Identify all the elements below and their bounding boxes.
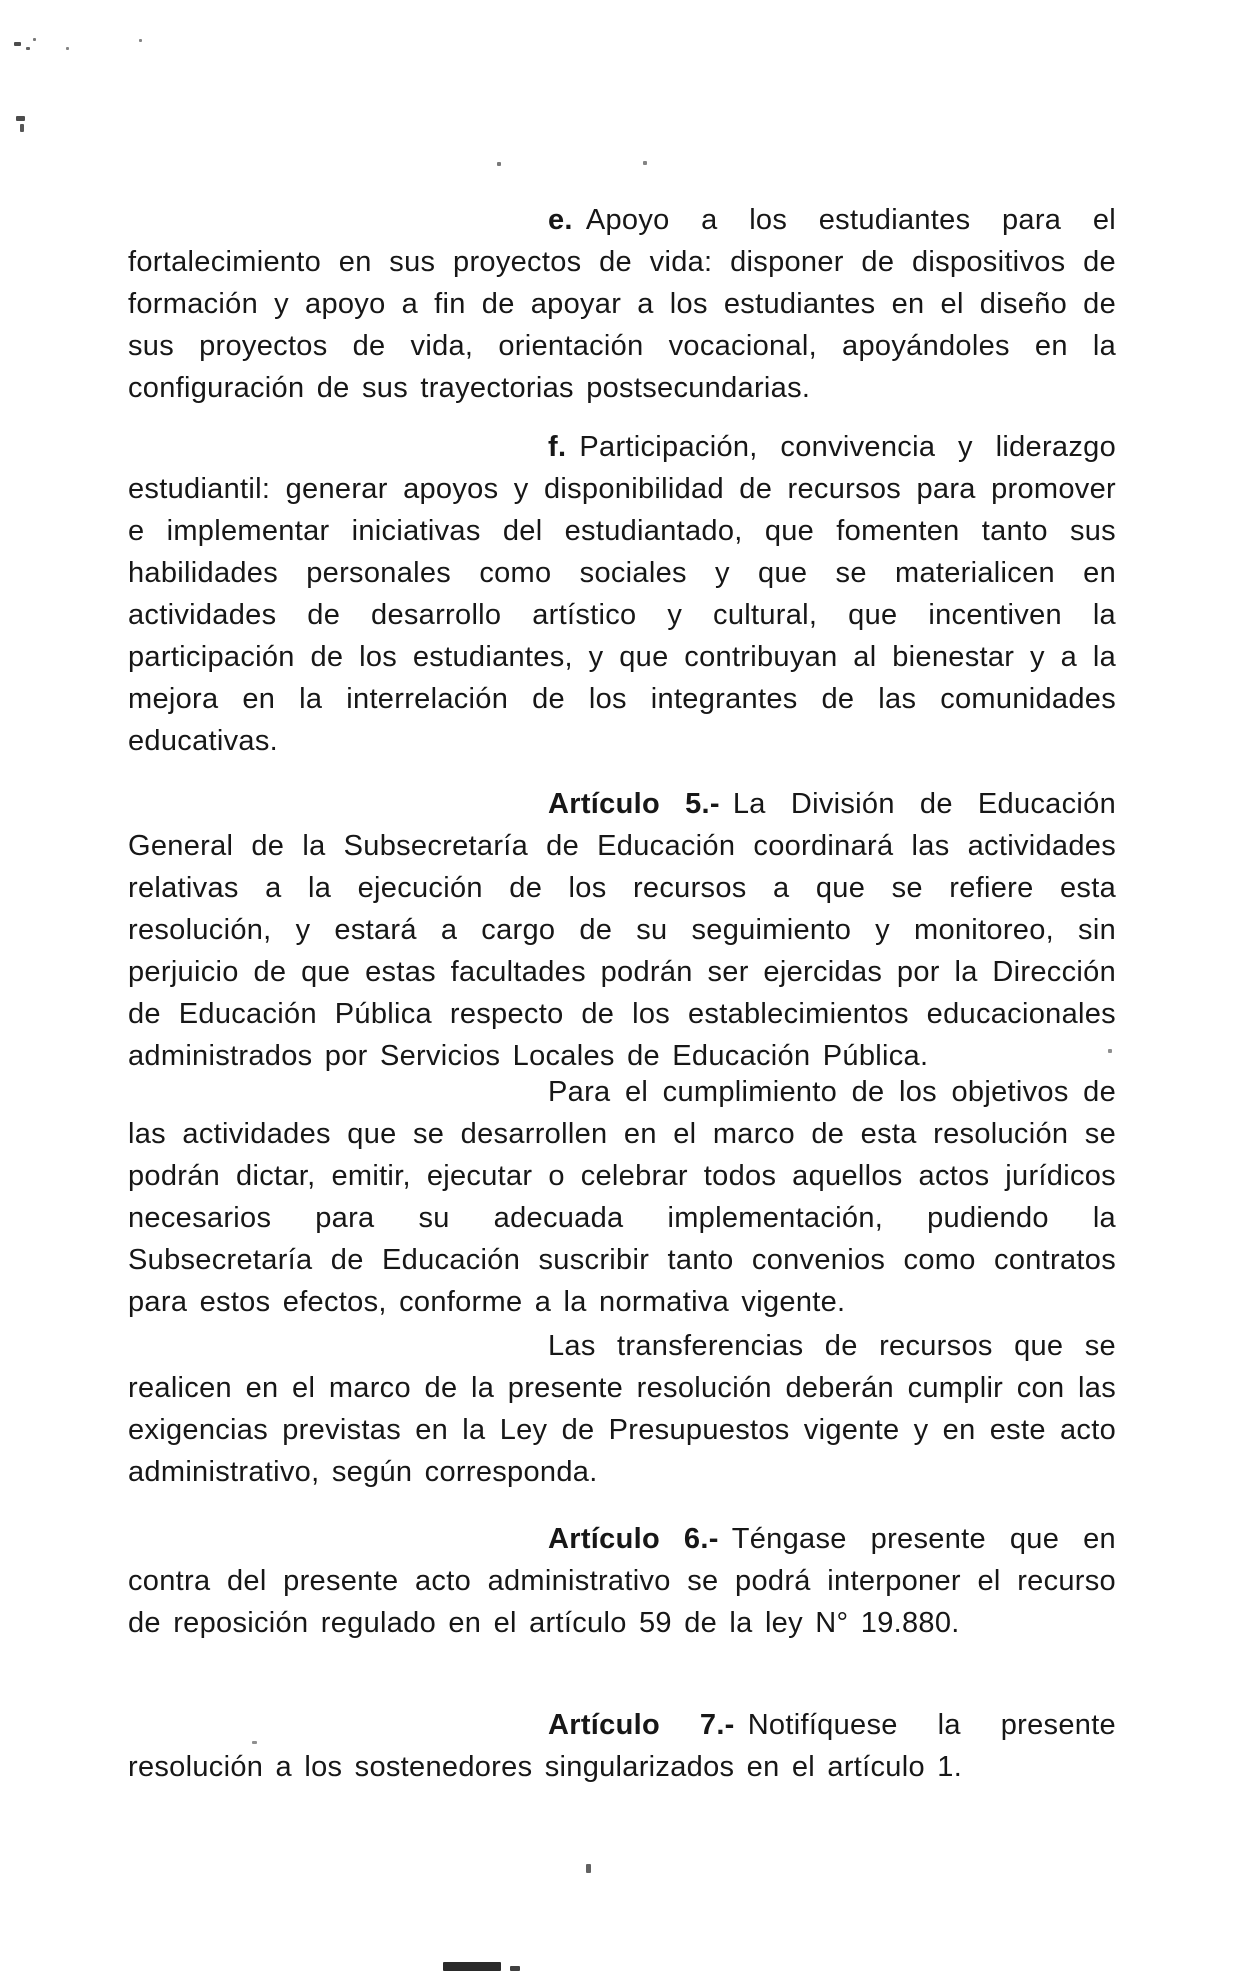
paragraph-articulo-5 <box>128 783 1116 1077</box>
scan-artifact <box>33 38 36 41</box>
paragraph-item-f <box>128 426 1116 762</box>
paragraph-transferencias <box>128 1325 1116 1493</box>
paragraph-articulo-7 <box>128 1704 1116 1788</box>
paragraph-item-e <box>128 199 1116 409</box>
scan-artifact <box>443 1962 501 1971</box>
paragraph-cumplimiento <box>128 1071 1116 1323</box>
paragraph-body: Para el cumplimiento de los objetivos de las actividades que se desarrollen en el marco de esta resolución se podrán dictar, emitir, ejecutar o celebrar todos aquellos actos jurídicos necesarios para su adecuada implementación, pudiendo la Subsecretaría de Educación suscribir tanto convenios como contratos para estos efectos, conforme a la normativa vigente. <box>128 1076 1116 1318</box>
paragraph-body: Téngase presente que en contra del presente acto administrativo se podrá interponer el recurso de reposición regulado en el artículo 59 de la ley N° 19.880. <box>128 1523 1116 1639</box>
paragraph-lead: Artículo 6.- <box>548 1523 719 1555</box>
paragraph-lead: Artículo 5.- <box>548 788 720 820</box>
paragraph-body: Apoyo a los estudiantes para el fortalecimiento en sus proyectos de vida: disponer de dispositivos de formación y apoyo a fin de apoyar a los estudiantes en el diseño de sus proyectos de vida, orientación vocacional, apoyándoles en la configuración de sus trayectorias postsecundarias. <box>128 204 1116 404</box>
paragraph-body: Las transferencias de recursos que se realicen en el marco de la presente resolución deberán cumplir con las exigencias previstas en la Ley de Presupuestos vigente y en este acto administrativo, según corresponda. <box>128 1330 1116 1488</box>
scan-artifact <box>16 116 25 121</box>
paragraph-body: Participación, convivencia y liderazgo estudiantil: generar apoyos y disponibilidad de recursos para promover e implementar iniciativas del estudiantado, que fomenten tanto sus habilidades personales como sociales y que se materialicen en actividades de desarrollo artístico y cultural, que incentiven la participación de los estudiantes, y que contribuyan al bienestar y a la mejora en la interrelación de los integrantes de las comunidades educativas. <box>128 431 1116 757</box>
paragraph-lead: f. <box>548 431 567 463</box>
scan-artifact <box>510 1966 520 1971</box>
document-body <box>128 0 1116 1788</box>
scan-artifact <box>66 47 69 50</box>
paragraph-lead: Artículo 7.- <box>548 1709 735 1741</box>
scan-artifact <box>26 47 30 50</box>
scan-artifact <box>586 1864 591 1873</box>
paragraph-body: La División de Educación General de la Subsecretaría de Educación coordinará las actividades relativas a la ejecución de los recursos a que se refiere esta resolución, y estará a cargo de su seguimiento y monitoreo, sin perjuicio de que estas facultades podrán ser ejercidas por la Dirección de Educación Pública respecto de los establecimientos educacionales administrados por Servicios Locales de Educación Pública. <box>128 788 1117 1072</box>
paragraph-lead: e. <box>548 204 573 236</box>
paragraph-articulo-6 <box>128 1518 1116 1644</box>
scan-artifact <box>20 124 24 132</box>
paragraph-body: Notifíquese la presente resolución a los sostenedores singularizados en el artículo 1. <box>128 1709 1116 1783</box>
scan-artifact <box>14 42 21 46</box>
